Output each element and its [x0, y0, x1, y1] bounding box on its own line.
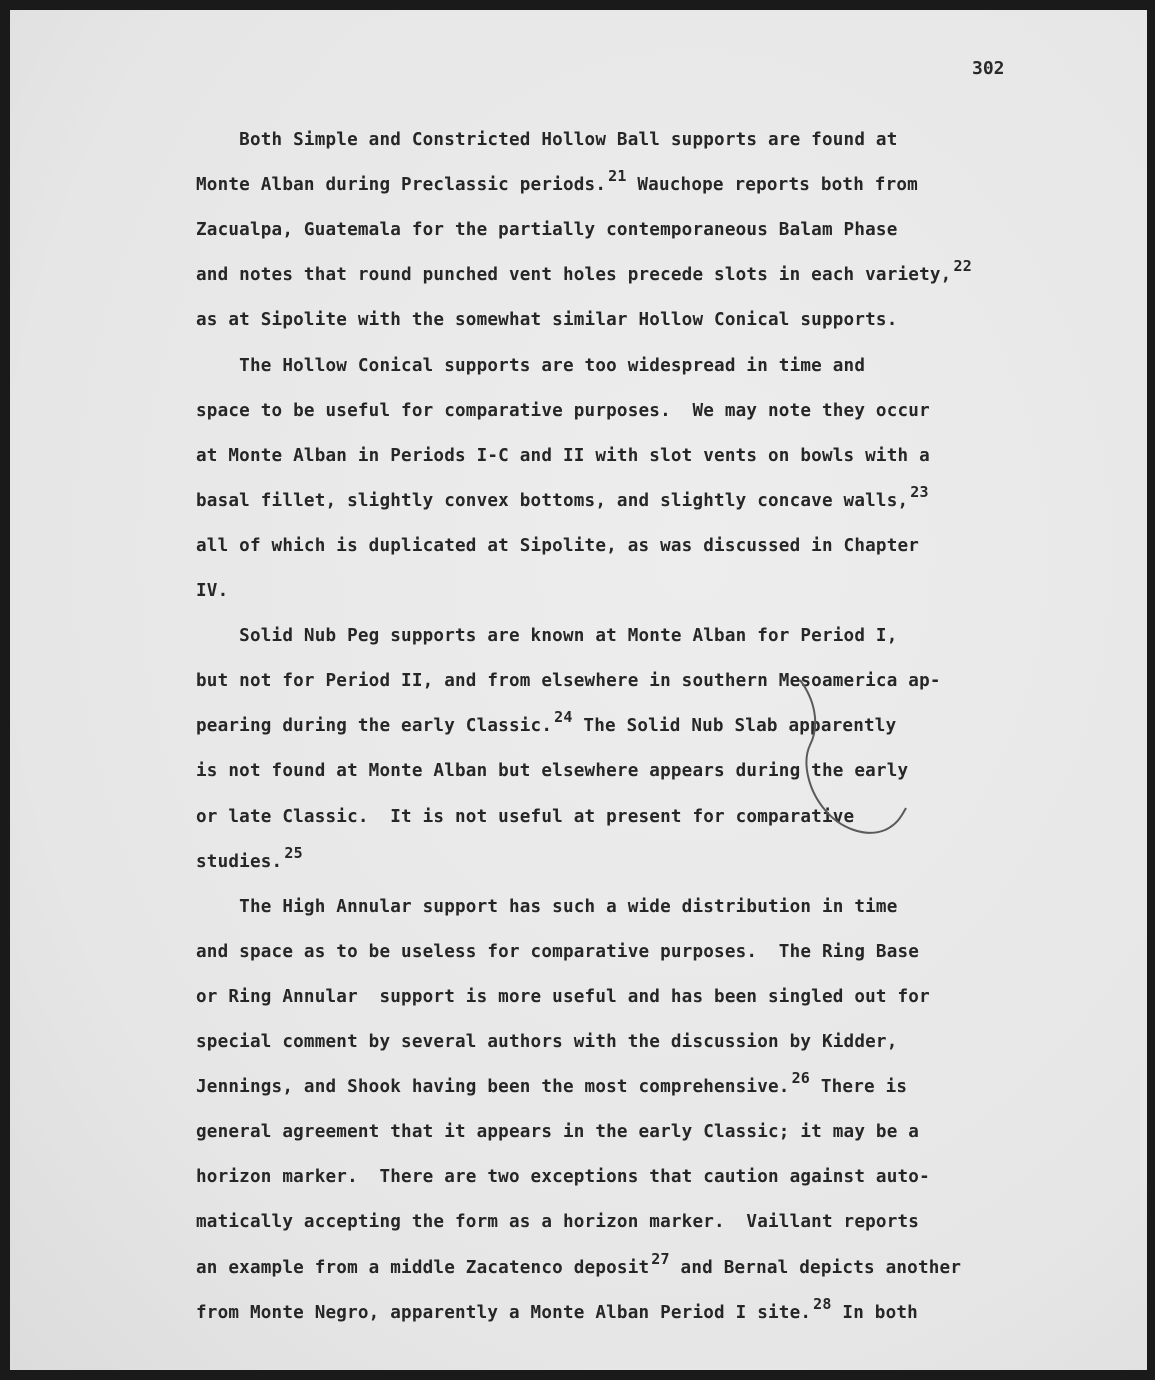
line-text: as at Sipolite with the somewhat similar Hollow Conical supports.	[196, 310, 898, 331]
line-text-continued: In both	[831, 1302, 918, 1323]
text-line	[196, 536, 919, 556]
text-line	[196, 257, 972, 286]
text-line	[196, 1294, 918, 1323]
line-text: pearing during the early Classic.	[196, 716, 553, 737]
line-text: Solid Nub Peg supports are known at Monte Alban for Period I,	[196, 626, 898, 647]
line-text: IV.	[196, 581, 229, 601]
line-text: and space as to be useless for comparative purposes. The Ring Base	[196, 941, 920, 962]
line-text: or Ring Annular support is more useful and has been singled out for	[196, 986, 930, 1007]
line-text: The Hollow Conical supports are too widespread in time and	[196, 355, 866, 376]
line-text: from Monte Negro, apparently a Monte Alban Period I site.	[196, 1302, 812, 1323]
line-text: an example from a middle Zacatenco deposit	[196, 1257, 650, 1278]
text-line	[196, 167, 918, 196]
text-line	[196, 671, 941, 691]
text-line	[196, 807, 854, 827]
text-line	[196, 220, 898, 240]
line-text: Jennings, and Shook having been the most comprehensive.	[196, 1077, 790, 1098]
line-text: basal fillet, slightly convex bottoms, and slightly concave walls,	[196, 490, 909, 511]
text-line	[196, 897, 898, 917]
line-text: is not found at Monte Alban but elsewhere appears during the early	[196, 761, 909, 782]
text-line	[196, 942, 919, 962]
text-line	[196, 356, 865, 376]
text-line	[196, 626, 898, 646]
document-page	[10, 10, 1147, 1370]
text-line	[196, 130, 898, 150]
line-text: horizon marker. There are two exceptions that caution against auto-	[196, 1167, 930, 1188]
text-line	[196, 1167, 930, 1187]
text-line	[196, 401, 930, 421]
line-text: general agreement that it appears in the early Classic; it may be a	[196, 1122, 920, 1143]
footnote-ref: 23	[910, 482, 929, 501]
text-line	[196, 310, 898, 330]
footnote-ref: 26	[791, 1069, 811, 1088]
text-line	[196, 1122, 919, 1142]
text-line	[196, 1069, 908, 1098]
line-text: Monte Alban during Preclassic periods.	[196, 175, 607, 196]
line-text-continued: The Solid Nub Slab apparently	[572, 716, 897, 737]
line-text: matically accepting the form as a horizon marker. Vaillant reports	[196, 1212, 920, 1233]
line-text: but not for Period II, and from elsewhere in southern Mesoamerica ap-	[196, 671, 941, 692]
footnote-ref: 24	[554, 708, 573, 727]
line-text: at Monte Alban in Periods I-C and II with slot vents on bowls with a	[196, 445, 930, 466]
text-line	[196, 1032, 898, 1052]
footnote-ref: 27	[651, 1249, 670, 1268]
text-line	[196, 482, 929, 511]
line-text: The High Annular support has such a wide distribution in time	[196, 896, 898, 917]
line-text: Both Simple and Constricted Hollow Ball supports are found at	[196, 130, 898, 150]
text-line	[196, 1212, 919, 1232]
line-text: space to be useful for comparative purposes. We may note they occur	[196, 400, 930, 421]
text-line	[196, 761, 908, 781]
line-text-continued: There is	[810, 1077, 908, 1098]
text-line	[196, 581, 228, 601]
line-text: studies.	[196, 851, 283, 872]
footnote-ref: 22	[953, 257, 972, 276]
text-line	[196, 1249, 962, 1278]
text-line	[196, 987, 930, 1007]
page-number: 302	[972, 58, 1005, 79]
line-text: and notes that round punched vent holes precede slots in each variety,	[196, 265, 952, 286]
line-text: special comment by several authors with the discussion by Kidder,	[196, 1032, 898, 1052]
text-line	[196, 843, 303, 872]
line-text: all of which is duplicated at Sipolite, as was discussed in Chapter	[196, 535, 920, 556]
line-text: or late Classic. It is not useful at present for comparative	[196, 806, 855, 827]
footnote-ref: 28	[813, 1294, 832, 1313]
text-line	[196, 446, 930, 466]
footnote-ref: 21	[608, 167, 627, 186]
line-text-continued: Wauchope reports both from	[626, 175, 918, 196]
line-text: Zacualpa, Guatemala for the partially contemporaneous Balam Phase	[196, 220, 898, 241]
footnote-ref: 25	[284, 843, 303, 862]
line-text-continued: and Bernal depicts another	[669, 1257, 962, 1278]
text-line	[196, 708, 897, 737]
